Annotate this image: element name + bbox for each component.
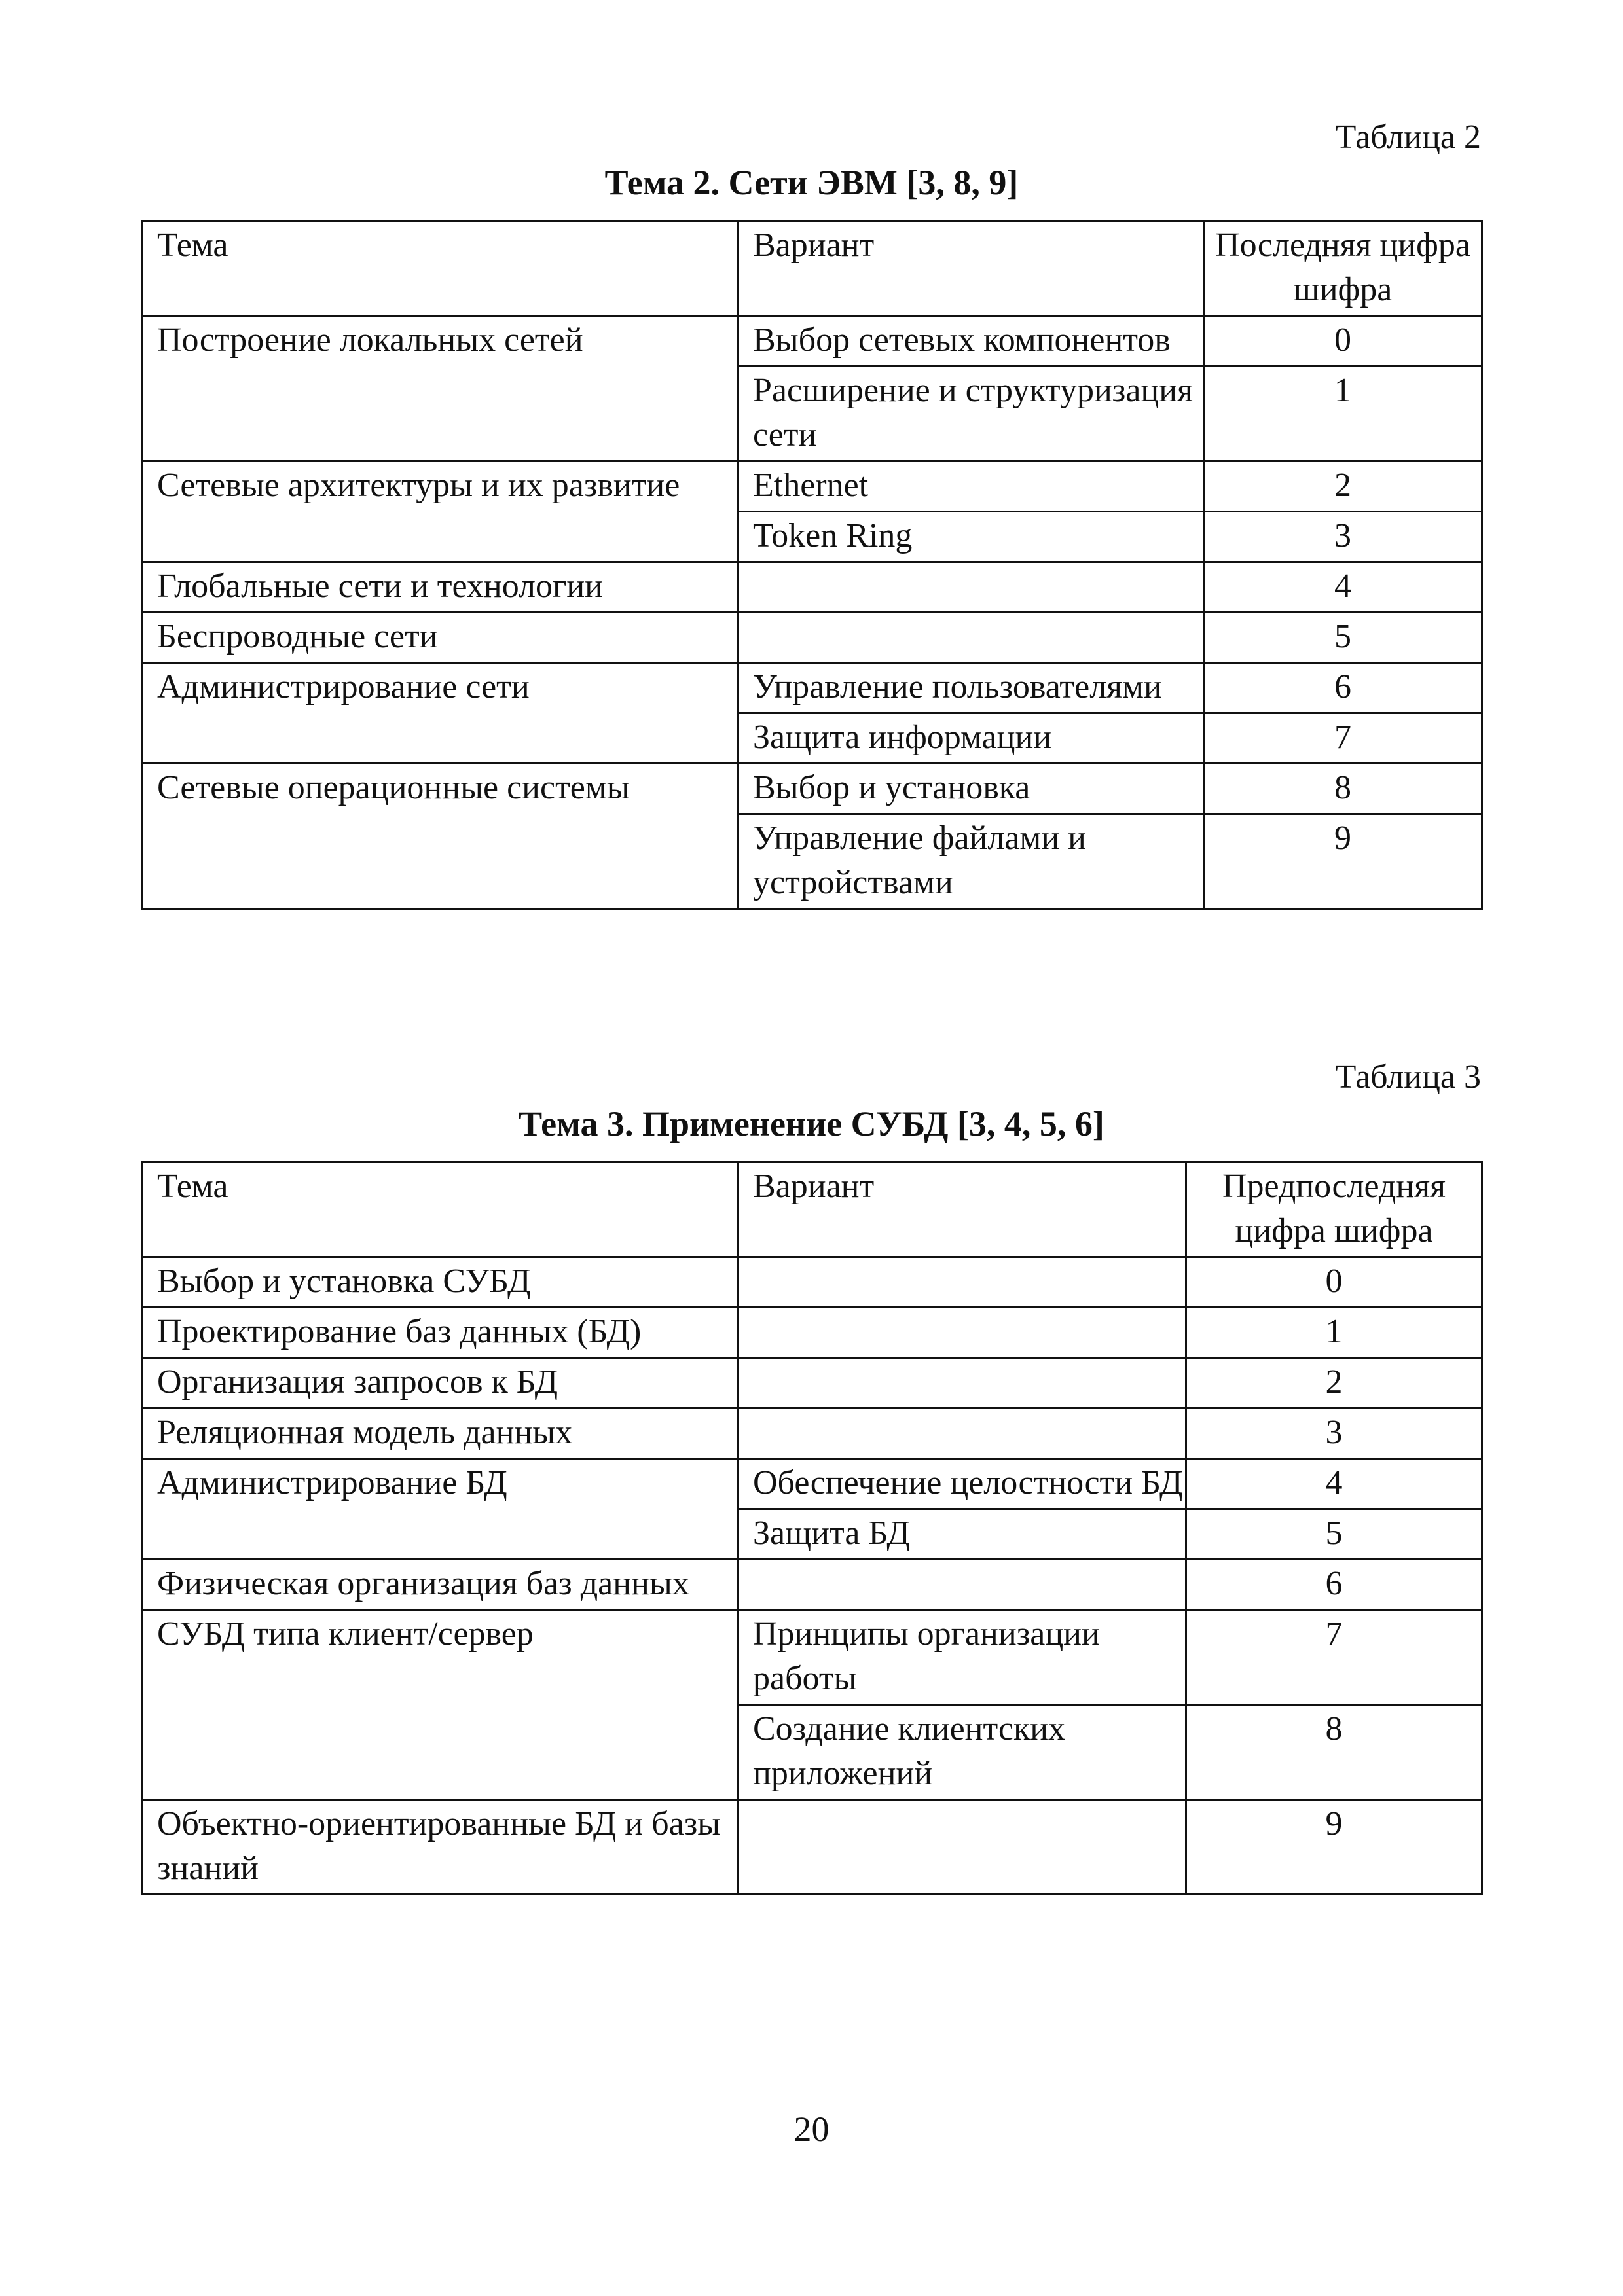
topic-cell: Построение локальных сетей — [142, 316, 738, 461]
topic-cell: Сетевые операционные системы — [142, 764, 738, 909]
table-row — [142, 764, 1482, 814]
header-variant: Вариант — [738, 1162, 1186, 1257]
header-row — [142, 1162, 1482, 1257]
variant-cell: Ethernet — [738, 461, 1204, 512]
table-row — [142, 1358, 1482, 1408]
table3-title: Тема 3. Применение СУБД [3, 4, 5, 6] — [519, 1104, 1104, 1143]
variant-cell: Расширение и структуризация сети — [738, 367, 1204, 461]
topic-cell: Проектирование баз данных (БД) — [142, 1308, 738, 1358]
table-row — [142, 562, 1482, 613]
digit-cell: 3 — [1186, 1408, 1482, 1459]
table-row — [142, 316, 1482, 367]
digit-cell: 7 — [1204, 713, 1482, 764]
digit-cell: 2 — [1204, 461, 1482, 512]
topic-cell: Физическая организация баз данных — [142, 1560, 738, 1610]
digit-cell: 4 — [1204, 562, 1482, 613]
header-topic: Тема — [142, 1162, 738, 1257]
variant-cell — [738, 613, 1204, 663]
digit-cell: 6 — [1186, 1560, 1482, 1610]
header-row — [142, 221, 1482, 316]
variant-cell — [738, 1408, 1186, 1459]
variant-cell — [738, 562, 1204, 613]
variant-cell — [738, 1560, 1186, 1610]
table3-label: Таблица 3 — [1335, 1058, 1481, 1096]
header-topic: Тема — [142, 221, 738, 316]
topic-cell: Организация запросов к БД — [142, 1358, 738, 1408]
variant-cell — [738, 1308, 1186, 1358]
digit-cell: 5 — [1186, 1509, 1482, 1560]
variant-cell: Защита БД — [738, 1509, 1186, 1560]
variant-cell — [738, 1257, 1186, 1308]
digit-cell: 9 — [1186, 1800, 1482, 1895]
table2 — [141, 220, 1483, 910]
digit-cell: 2 — [1186, 1358, 1482, 1408]
digit-cell: 8 — [1186, 1705, 1482, 1800]
digit-cell: 6 — [1204, 663, 1482, 713]
header-digit: Последняя цифра шифра — [1204, 221, 1482, 316]
table-row — [142, 461, 1482, 512]
topic-cell: Реляционная модель данных — [142, 1408, 738, 1459]
table-row — [142, 1610, 1482, 1705]
table-row — [142, 663, 1482, 713]
page-number: 20 — [793, 2109, 830, 2149]
variant-cell: Обеспечение целостности БД — [738, 1459, 1186, 1509]
digit-cell: 0 — [1204, 316, 1482, 367]
topic-cell: Глобальные сети и технологии — [142, 562, 738, 613]
table-row — [142, 1257, 1482, 1308]
table-row — [142, 1408, 1482, 1459]
digit-cell: 1 — [1204, 367, 1482, 461]
topic-cell: Администрирование сети — [142, 663, 738, 764]
variant-cell — [738, 1358, 1186, 1408]
digit-cell: 9 — [1204, 814, 1482, 909]
header-variant: Вариант — [738, 221, 1204, 316]
table-row — [142, 1560, 1482, 1610]
header-digit: Предпоследняя цифра шифра — [1186, 1162, 1482, 1257]
table-row — [142, 1800, 1482, 1895]
variant-cell: Выбор сетевых компонентов — [738, 316, 1204, 367]
variant-cell: Управление пользователями — [738, 663, 1204, 713]
digit-cell: 5 — [1204, 613, 1482, 663]
digit-cell: 0 — [1186, 1257, 1482, 1308]
table2-title: Тема 2. Сети ЭВМ [3, 8, 9] — [604, 163, 1019, 202]
topic-cell: Администрирование БД — [142, 1459, 738, 1560]
topic-cell: СУБД типа клиент/сервер — [142, 1610, 738, 1800]
digit-cell: 1 — [1186, 1308, 1482, 1358]
table-row — [142, 1459, 1482, 1509]
topic-cell: Беспроводные сети — [142, 613, 738, 663]
table2-label: Таблица 2 — [1335, 118, 1481, 156]
table3 — [141, 1161, 1483, 1895]
variant-cell: Принципы организации работы — [738, 1610, 1186, 1705]
topic-cell: Объектно-ориентированные БД и базы знаний — [142, 1800, 738, 1895]
variant-cell: Защита информации — [738, 713, 1204, 764]
variant-cell: Token Ring — [738, 512, 1204, 562]
digit-cell: 7 — [1186, 1610, 1482, 1705]
table-row — [142, 613, 1482, 663]
variant-cell: Управление файлами и устройствами — [738, 814, 1204, 909]
digit-cell: 3 — [1204, 512, 1482, 562]
variant-cell: Создание клиентских приложений — [738, 1705, 1186, 1800]
table-row — [142, 1308, 1482, 1358]
digit-cell: 4 — [1186, 1459, 1482, 1509]
digit-cell: 8 — [1204, 764, 1482, 814]
variant-cell: Выбор и установка — [738, 764, 1204, 814]
topic-cell: Выбор и установка СУБД — [142, 1257, 738, 1308]
variant-cell — [738, 1800, 1186, 1895]
topic-cell: Сетевые архитектуры и их развитие — [142, 461, 738, 562]
